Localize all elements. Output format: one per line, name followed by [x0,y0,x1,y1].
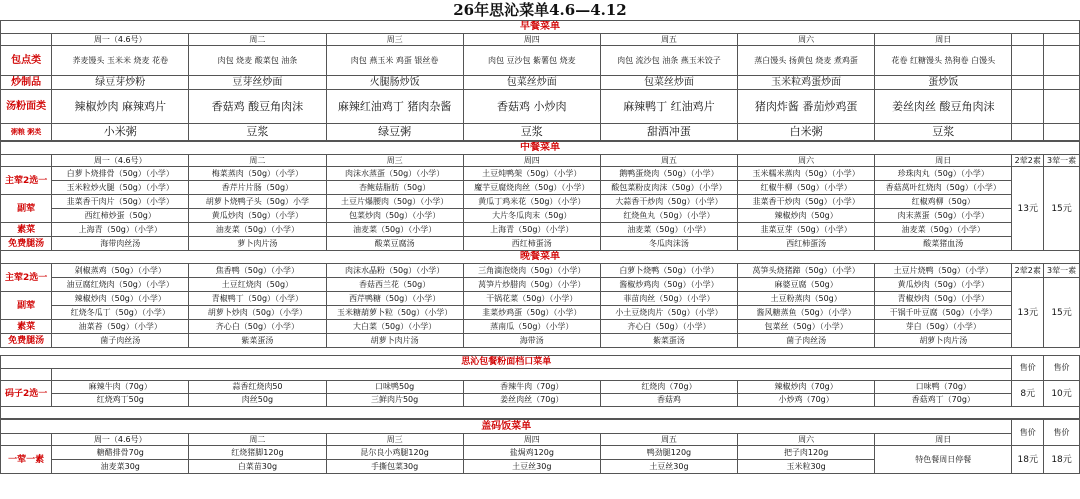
menu-cell: 莴笋片炒腊肉（50g）（小学） [463,278,600,292]
noodle-row [1,381,1080,394]
menu-cell: 黄瓜炒肉（50g）（小学） [875,278,1012,292]
menu-cell: 包菜丝（50g）（小学） [738,320,875,334]
col-header: 3荤一素 [1044,155,1080,167]
dinner-table [0,250,1080,348]
breakfast-row [1,76,1080,90]
menu-cell: 齐心白（50g）（小学） [189,320,326,334]
menu-cell: 肉包 豆沙包 紫薯包 烧麦 [463,46,600,76]
menu-cell: 韭菜炒鸡蛋（50g）（小学） [463,306,600,320]
menu-cell: 鸭劲腿120g [600,446,737,460]
day-header: 周二 [189,155,326,167]
day-header: 周六 [738,434,875,446]
page-title: 26年思沁菜单4.6—4.12 [453,1,627,19]
menu-cell: 红烧鸡丁50g [52,394,189,407]
menu-cell: 土豆丝30g [600,460,737,474]
col-header: 2荤2素 [1012,264,1044,278]
menu-cell: 冬瓜肉沫汤 [600,237,737,251]
menu-cell: 大片冬瓜肉末（50g） [463,209,600,223]
row-label: 副荤 [1,195,52,223]
menu-cell: 油菜苔（50g）（小学） [52,320,189,334]
menu-cell: 把子肉120g [738,446,875,460]
day-header: 周四 [463,155,600,167]
day-header: 周三 [326,34,463,46]
rice-row [1,446,1080,460]
row-label: 主荤2选一 [1,167,52,195]
menu-cell: 菌子肉丝汤 [52,334,189,348]
breakfast-row [1,124,1080,141]
menu-cell: 包菜炒肉（50g）（小学） [326,209,463,223]
menu-cell: 韭菜香干炒肉（50g）（小学） [738,195,875,209]
col-header: 售价 [1012,356,1044,381]
menu-cell: 豆浆 [189,124,326,141]
menu-cell: 绿豆粥 [326,124,463,141]
menu-cell: 昆尔良小鸡腿120g [326,446,463,460]
rice-section-title: 盖码饭菜单 [1,420,1012,434]
menu-cell: 土豆粉蒸肉（50g） [738,292,875,306]
lunch-section-title: 中餐菜单 [1,142,1080,155]
breakfast-row [1,46,1080,76]
menu-cell: 豆浆 [875,124,1012,141]
menu-cell: 香菇鸡 小炒肉 [463,90,600,124]
row-label: 免费腿汤 [1,237,52,251]
menu-cell: 青椒炒肉（50g）（小学） [875,292,1012,306]
menu-cell: 甜酒冲蛋 [600,124,737,141]
dinner-row [1,278,1080,292]
menu-cell: 包菜丝炒面 [463,76,600,90]
menu-cell: 紫菜蛋汤 [189,334,326,348]
menu-cell: 麻婆豆腐（50g） [738,278,875,292]
menu-cell: 焦香鸭（50g）（小学） [189,264,326,278]
menu-cell: 玉米粒炒火腿（50g）（小学） [52,181,189,195]
menu-cell: 红椒牛柳（50g）（小学） [738,181,875,195]
row-label: 粥粮 粥类 [1,124,52,141]
menu-cell: 上海青（50g）（小学） [52,223,189,237]
menu-cell: 芽白（50g）（小学） [875,320,1012,334]
menu-cell: 油麦菜30g [52,460,189,474]
day-header: 周六 [738,34,875,46]
rice-header-row [1,434,1080,446]
menu-cell: 小炒鸡（70g） [738,394,875,407]
menu-cell: 韭菜豆芽（50g）（小学） [738,223,875,237]
menu-cell: 口味鸭（70g） [875,381,1012,394]
day-header: 周日 [875,34,1012,46]
dinner-section-title: 晚餐菜单 [1,251,1080,264]
menu-cell: 上海青（50g）（小学） [463,223,600,237]
breakfast-section-title: 早餐菜单 [1,21,1080,34]
menu-cell: 香辣牛肉（70g） [463,381,600,394]
sunday-note: 特色餐周日停餐 [875,446,1012,474]
menu-cell: 肉末蒸蛋（50g）（小学） [875,209,1012,223]
menu-cell: 土豆片爆腰肉（50g）（小学） [326,195,463,209]
menu-cell: 梅菜蒸肉（50g）（小学） [189,167,326,181]
lunch-row [1,223,1080,237]
noodle-row [1,394,1080,407]
menu-cell: 盐焗鸡120g [463,446,600,460]
menu-cell: 糖醋排骨70g [52,446,189,460]
menu-cell: 红椒鸡柳（50g） [875,195,1012,209]
menu-cell: 珍珠肉丸（50g）（小学） [875,167,1012,181]
lunch-row [1,181,1080,195]
menu-cell: 大白菜（50g）（小学） [326,320,463,334]
menu-cell: 香菇鸡 [600,394,737,407]
menu-cell: 麻辣红油鸡丁 猪肉杂酱 [326,90,463,124]
row-label: 汤粉面类 [1,90,52,124]
day-header: 周五 [600,155,737,167]
price-cell: 13元 [1012,278,1044,348]
price-cell: 8元 [1012,381,1044,407]
price-cell: 13元 [1012,167,1044,251]
row-label: 免费腿汤 [1,334,52,348]
menu-cell: 西芹鸭糖（50g）（小学） [326,292,463,306]
menu-cell: 韭菜香干肉片（50g）（小学） [52,195,189,209]
menu-cell: 红烧鱼丸（50g）（小学） [600,209,737,223]
menu-cell: 香菇西兰花（50g） [326,278,463,292]
menu-cell: 西红柿蛋汤 [463,237,600,251]
day-header: 周一（4.6号） [52,155,189,167]
menu-cell: 西红柿炒蛋（50g） [52,209,189,223]
lunch-row [1,195,1080,209]
menu-cell: 酱风糖蒸鱼（50g）（小学） [738,306,875,320]
row-label: 副荤 [1,292,52,320]
breakfast-header-row [1,34,1080,46]
dinner-row [1,264,1080,278]
menu-cell: 土豆炖鸭架（50g）（小学） [463,167,600,181]
menu-cell: 土豆红烧肉（50g） [189,278,326,292]
col-header: 3荤一素 [1044,264,1080,278]
menu-cell: 香芹片片肠（50g） [189,181,326,195]
menu-cell: 胡萝卜炒肉（50g）（小学） [189,306,326,320]
day-header: 周日 [875,434,1012,446]
menu-cell: 大蒜香干炒肉（50g）（小学） [600,195,737,209]
col-header: 售价 [1044,356,1080,381]
menu-cell: 辣椒炒肉 麻辣鸡片 [52,90,189,124]
row-label: 素菜 [1,223,52,237]
menu-cell: 玉米粒30g [738,460,875,474]
menu-cell: 西红柿蛋汤 [738,237,875,251]
menu-cell: 酸菜猪血汤 [875,237,1012,251]
row-label: 素菜 [1,320,52,334]
menu-cell: 海带肉丝汤 [52,237,189,251]
menu-cell: 小米粥 [52,124,189,141]
menu-cell: 荞麦馒头 玉米米 烧麦 花卷 [52,46,189,76]
menu-cell: 豆浆 [463,124,600,141]
lunch-row [1,209,1080,223]
noodle-stall-table [0,355,1080,419]
day-header: 周五 [600,434,737,446]
menu-cell: 酸包菜粉皮肉沫（50g）（小学） [600,181,737,195]
menu-cell: 辣椒炒肉（50g） [738,209,875,223]
menu-cell: 火腿肠炒饭 [326,76,463,90]
menu-cell: 菌子肉丝汤 [738,334,875,348]
menu-cell: 红烧冬瓜丁（50g）（小学） [52,306,189,320]
menu-cell: 干锅花菜（50g）（小学） [463,292,600,306]
menu-cell: 香菇鸡丁（70g） [875,394,1012,407]
menu-cell: 麻辣鸭丁 红油鸡片 [600,90,737,124]
breakfast-table [0,20,1080,141]
menu-cell: 油麦菜（50g）（小学） [875,223,1012,237]
menu-cell: 土豆丝30g [463,460,600,474]
menu-cell: 玉米糖葫萝卜粒（50g）（小学） [326,306,463,320]
day-header: 周一（4.6号） [52,34,189,46]
menu-cell: 蛋炒饭 [875,76,1012,90]
col-header: 售价 [1012,420,1044,446]
menu-cell: 油麦菜（50g）（小学） [189,223,326,237]
dinner-row [1,306,1080,320]
lunch-row [1,167,1080,181]
menu-cell: 香菇莴叶红烧肉（50g）（小学） [875,181,1012,195]
menu-cell: 口味鸭50g [326,381,463,394]
menu-cell: 花卷 红糖馒头 热狗卷 白馒头 [875,46,1012,76]
price-cell: 18元 [1044,446,1080,474]
menu-cell: 剁椒蒸鸡（50g）（小学） [52,264,189,278]
menu-cell: 齐心白（50g）（小学） [600,320,737,334]
menu-cell: 玉米糯米蒸肉（50g）（小学） [738,167,875,181]
day-header: 周三 [326,155,463,167]
price-cell: 18元 [1012,446,1044,474]
price-cell: 10元 [1044,381,1080,407]
menu-cell: 白米粥 [738,124,875,141]
day-header: 周六 [738,155,875,167]
menu-cell: 三鲜肉片50g [326,394,463,407]
day-header: 周二 [189,34,326,46]
row-label: 炒制品 [1,76,52,90]
row-label: 码子2选一 [1,381,52,407]
menu-cell: 三角滴泡烧肉（50g）（小学） [463,264,600,278]
menu-cell: 小土豆烧肉片（50g）（小学） [600,306,737,320]
menu-cell: 莴笋头烧猪蹄（50g）（小学） [738,264,875,278]
noodle-section-title: 思沁包餐粉面档口菜单 [1,356,1012,369]
menu-cell: 红烧猪脚120g [189,446,326,460]
menu-cell: 酱椒炒鸡肉（50g）（小学） [600,278,737,292]
price-cell: 15元 [1044,278,1080,348]
menu-cell: 菲苗肉丝（50g）（小学） [600,292,737,306]
menu-cell: 杏鲍菇脂肪（50g） [326,181,463,195]
row-label: 包点类 [1,46,52,76]
day-header: 周三 [326,434,463,446]
menu-cell: 肉沫水晶粉（50g）（小学） [326,264,463,278]
menu-cell: 肉丝50g [189,394,326,407]
menu-cell: 蒜香红烧肉50 [189,381,326,394]
menu-cell: 玉米粒鸡蛋炒面 [738,76,875,90]
menu-cell: 魔芋豆腐烧肉丝（50g）（小学） [463,181,600,195]
menu-cell: 麻辣牛肉（70g） [52,381,189,394]
day-header: 周四 [463,34,600,46]
menu-cell: 黄瓜炒肉（50g）（小学） [189,209,326,223]
menu-cell: 肉包 烧麦 酸菜包 油条 [189,46,326,76]
col-header: 2荤2素 [1012,155,1044,167]
menu-cell: 白菜苗30g [189,460,326,474]
menu-cell: 胡萝卜烧鸭子头（50g）小学 [189,195,326,209]
menu-cell: 海带汤 [463,334,600,348]
menu-cell: 绿豆芽炒粉 [52,76,189,90]
menu-cell: 姜丝肉丝（70g） [463,394,600,407]
menu-cell: 猪肉炸酱 番茄炒鸡蛋 [738,90,875,124]
menu-cell: 土豆片烧鸭（50g）（小学） [875,264,1012,278]
menu-cell: 紫菜蛋汤 [600,334,737,348]
price-cell: 15元 [1044,167,1080,251]
menu-cell: 辣椒炒肉（50g）（小学） [52,292,189,306]
menu-cell: 鹅鸭蛋烧肉（50g）（小学） [600,167,737,181]
menu-cell: 香菇鸡 酸豆角肉沫 [189,90,326,124]
menu-cell: 辣椒炒肉（70g） [738,381,875,394]
dinner-row [1,334,1080,348]
lunch-header-row [1,155,1080,167]
menu-cell: 酸菜豆腐汤 [326,237,463,251]
rice-bowl-table [0,419,1080,474]
menu-cell: 胡萝卜肉片汤 [875,334,1012,348]
menu-cell: 萝卜肉片汤 [189,237,326,251]
lunch-row [1,237,1080,251]
menu-cell: 肉包 流沙包 油条 燕玉米饺子 [600,46,737,76]
breakfast-row [1,90,1080,124]
row-label: 一荤一素 [1,446,52,474]
dinner-row [1,292,1080,306]
menu-cell: 红烧肉（70g） [600,381,737,394]
menu-cell: 油豆腐红烧肉（50g）（小学） [52,278,189,292]
menu-cell: 豆芽丝炒面 [189,76,326,90]
day-header: 周五 [600,34,737,46]
day-header: 周四 [463,434,600,446]
menu-cell: 青椒鸭丁（50g）（小学） [189,292,326,306]
menu-cell: 胡萝卜肉片汤 [326,334,463,348]
menu-cell: 干锅千叶豆腐（50g）（小学） [875,306,1012,320]
menu-cell: 姜丝肉丝 酸豆角肉沫 [875,90,1012,124]
menu-cell: 手撕包菜30g [326,460,463,474]
day-header: 周日 [875,155,1012,167]
day-header: 周二 [189,434,326,446]
menu-cell: 白萝卜烧鸭（50g）（小学） [600,264,737,278]
menu-cell: 油麦菜（50g）（小学） [326,223,463,237]
menu-cell: 黄瓜丁鸡米花（50g）（小学） [463,195,600,209]
day-header: 周一（4.6号） [52,434,189,446]
lunch-table [0,141,1080,251]
menu-cell: 肉沫水蒸蛋（50g）（小学） [326,167,463,181]
menu-cell: 白萝卜烧排骨（50g）（小学） [52,167,189,181]
menu-cell: 蒸白馒头 扬黄包 烧麦 煮鸡蛋 [738,46,875,76]
menu-cell: 蒸南瓜（50g）（小学） [463,320,600,334]
menu-cell: 包菜丝炒面 [600,76,737,90]
menu-cell: 肉包 燕玉米 鸡蛋 银丝卷 [326,46,463,76]
col-header: 售价 [1044,420,1080,446]
dinner-row [1,320,1080,334]
menu-cell: 油麦菜（50g）（小学） [600,223,737,237]
row-label: 主荤2选一 [1,264,52,292]
